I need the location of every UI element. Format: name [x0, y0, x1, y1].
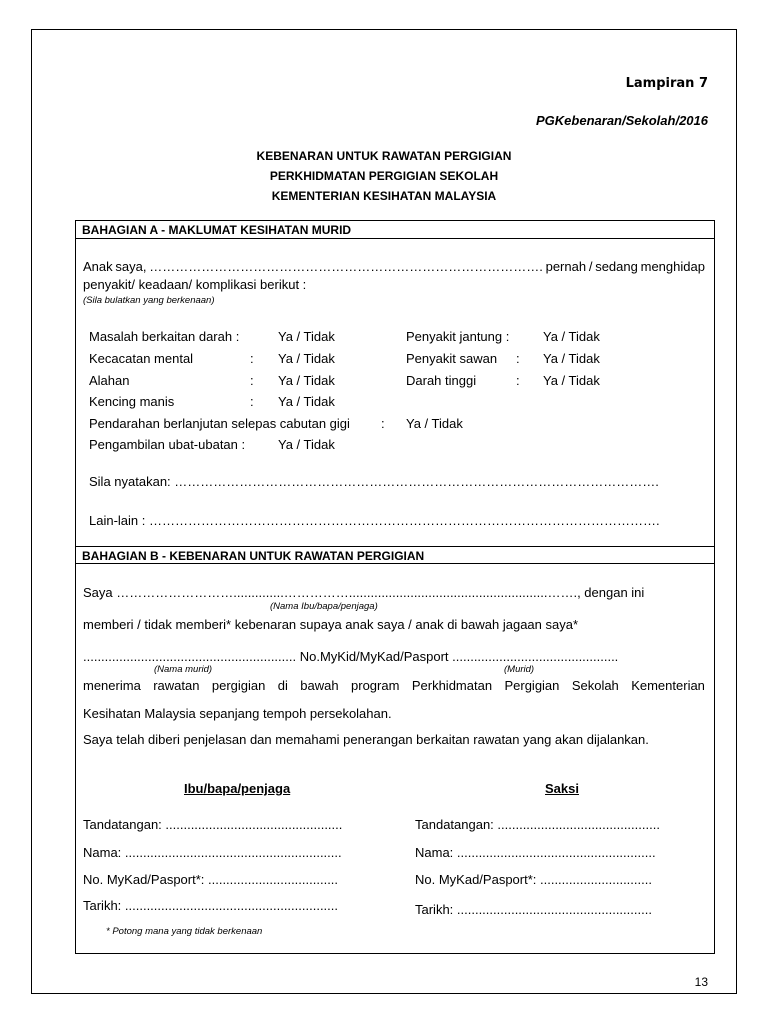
condition-answer-diabetes[interactable]: Ya / Tidak	[278, 394, 335, 409]
program-paragraph-line-2: Kesihatan Malaysia sepanjang tempoh persekolahan.	[83, 706, 392, 721]
parent-name-field[interactable]: Nama: ............................................................	[83, 845, 342, 860]
circle-note: (Sila bulatkan yang berkenaan)	[83, 295, 215, 306]
para-word: menerima	[83, 678, 141, 693]
condition-label-epilepsy: Penyakit sawan	[406, 351, 498, 366]
form-title-line-1: KEBENARAN UNTUK RAWATAN PERGIGIAN	[256, 149, 512, 163]
condition-answer-heart[interactable]: Ya / Tidak	[543, 329, 600, 344]
explanation-statement: Saya telah diberi penjelasan dan memahami penerangan berkaitan rawatan yang akan dijalankan.	[83, 732, 649, 747]
para-word: program	[351, 678, 400, 693]
para-word: Perkhidmatan	[411, 678, 493, 693]
specify-field[interactable]: Sila nyatakan: ………………………………………………………………………………………………….	[89, 474, 659, 489]
program-paragraph-line	[83, 678, 705, 693]
condition-answer-mental[interactable]: Ya / Tidak	[278, 351, 335, 366]
condition-label-blood: Masalah berkaitan darah :	[89, 329, 240, 344]
section-b-heading: BAHAGIAN B - KEBENARAN UNTUK RAWATAN PERGIGIAN	[76, 546, 714, 564]
student-id-note: (Murid)	[504, 664, 535, 675]
lampiran-label: Lampiran 7	[625, 76, 708, 91]
condition-label-allergy: Alahan	[89, 373, 130, 388]
footnote: * Potong mana yang tidak berkenaan	[106, 926, 263, 937]
intro-word: saya,	[115, 259, 147, 274]
para-word: Sekolah	[571, 678, 619, 693]
witness-date-field[interactable]: Tarikh: ......................................................	[415, 902, 652, 917]
witness-mykad-field[interactable]: No. MyKad/Pasport*: ...............................	[415, 872, 652, 887]
consent-choice-line[interactable]: memberi / tidak memberi* kebenaran supaya anak saya / anak di bawah jagaan saya*	[83, 617, 579, 632]
consent-form-box	[75, 220, 715, 954]
para-word: di	[277, 678, 288, 693]
condition-colon: :	[250, 351, 254, 366]
witness-signature-field[interactable]: Tandatangan: .............................................	[415, 817, 660, 832]
condition-colon: :	[381, 416, 385, 431]
para-word: Kementerian	[631, 678, 705, 693]
condition-colon: :	[250, 394, 254, 409]
condition-answer-epilepsy[interactable]: Ya / Tidak	[543, 351, 600, 366]
condition-label-bleeding: Pendarahan berlanjutan selepas cabutan gigi	[89, 416, 350, 431]
condition-colon: :	[516, 351, 520, 366]
condition-colon: :	[516, 373, 520, 388]
condition-answer-medication[interactable]: Ya / Tidak	[278, 437, 335, 452]
parent-name-note: (Nama Ibu/bapa/penjaga)	[270, 601, 378, 612]
child-name-blank[interactable]: ……………………………………………………………………………….	[149, 259, 543, 274]
condition-colon: :	[250, 373, 254, 388]
parent-signature-field[interactable]: Tandatangan: .................................................	[83, 817, 343, 832]
condition-answer-blood[interactable]: Ya / Tidak	[278, 329, 335, 344]
parent-signature-heading: Ibu/bapa/penjaga	[184, 781, 291, 796]
section-a-intro-line	[83, 259, 705, 274]
witness-signature-heading: Saksi	[545, 781, 579, 796]
intro-word: /	[588, 259, 593, 274]
section-a-heading: BAHAGIAN A - MAKLUMAT KESIHATAN MURID	[76, 221, 714, 239]
others-field[interactable]: Lain-lain : ……………………………………………………………………………………………………….	[89, 513, 660, 528]
student-name-note: (Nama murid)	[154, 664, 213, 675]
condition-label-medication: Pengambilan ubat-ubatan :	[89, 437, 246, 452]
form-reference: PGKebenaran/Sekolah/2016	[536, 113, 708, 128]
condition-answer-bleeding[interactable]: Ya / Tidak	[406, 416, 463, 431]
intro-word: Anak	[83, 259, 113, 274]
para-word: pergigian	[211, 678, 266, 693]
student-id-line[interactable]: ........................................................... No.MyKid/MyKad/Pasport ..............................................	[83, 649, 619, 664]
form-title-line-3: KEMENTERIAN KESIHATAN MALAYSIA	[271, 189, 497, 203]
condition-label-heart: Penyakit jantung :	[406, 329, 510, 344]
intro-word: pernah	[545, 259, 587, 274]
form-title-line-2: PERKHIDMATAN PERGIGIAN SEKOLAH	[269, 169, 499, 183]
intro-word: menghidap	[640, 259, 705, 274]
parent-name-line[interactable]: Saya ………………………..............…………….......................................................……., dengan ini	[83, 585, 645, 600]
para-word: bawah	[300, 678, 339, 693]
para-word: Pergigian	[504, 678, 560, 693]
page-number: 13	[694, 975, 708, 989]
intro-word: sedang	[595, 259, 638, 274]
witness-name-field[interactable]: Nama: .......................................................	[415, 845, 656, 860]
condition-label-mental: Kecacatan mental	[89, 351, 194, 366]
condition-answer-allergy[interactable]: Ya / Tidak	[278, 373, 335, 388]
para-word: rawatan	[153, 678, 200, 693]
parent-mykad-field[interactable]: No. MyKad/Pasport*: ....................................	[83, 872, 339, 887]
section-a-intro-line-2: penyakit/ keadaan/ komplikasi berikut :	[83, 277, 307, 292]
condition-label-hypertension: Darah tinggi	[406, 373, 477, 388]
condition-answer-hypertension[interactable]: Ya / Tidak	[543, 373, 600, 388]
parent-date-field[interactable]: Tarikh: ...........................................................	[83, 898, 338, 913]
condition-label-diabetes: Kencing manis	[89, 394, 175, 409]
